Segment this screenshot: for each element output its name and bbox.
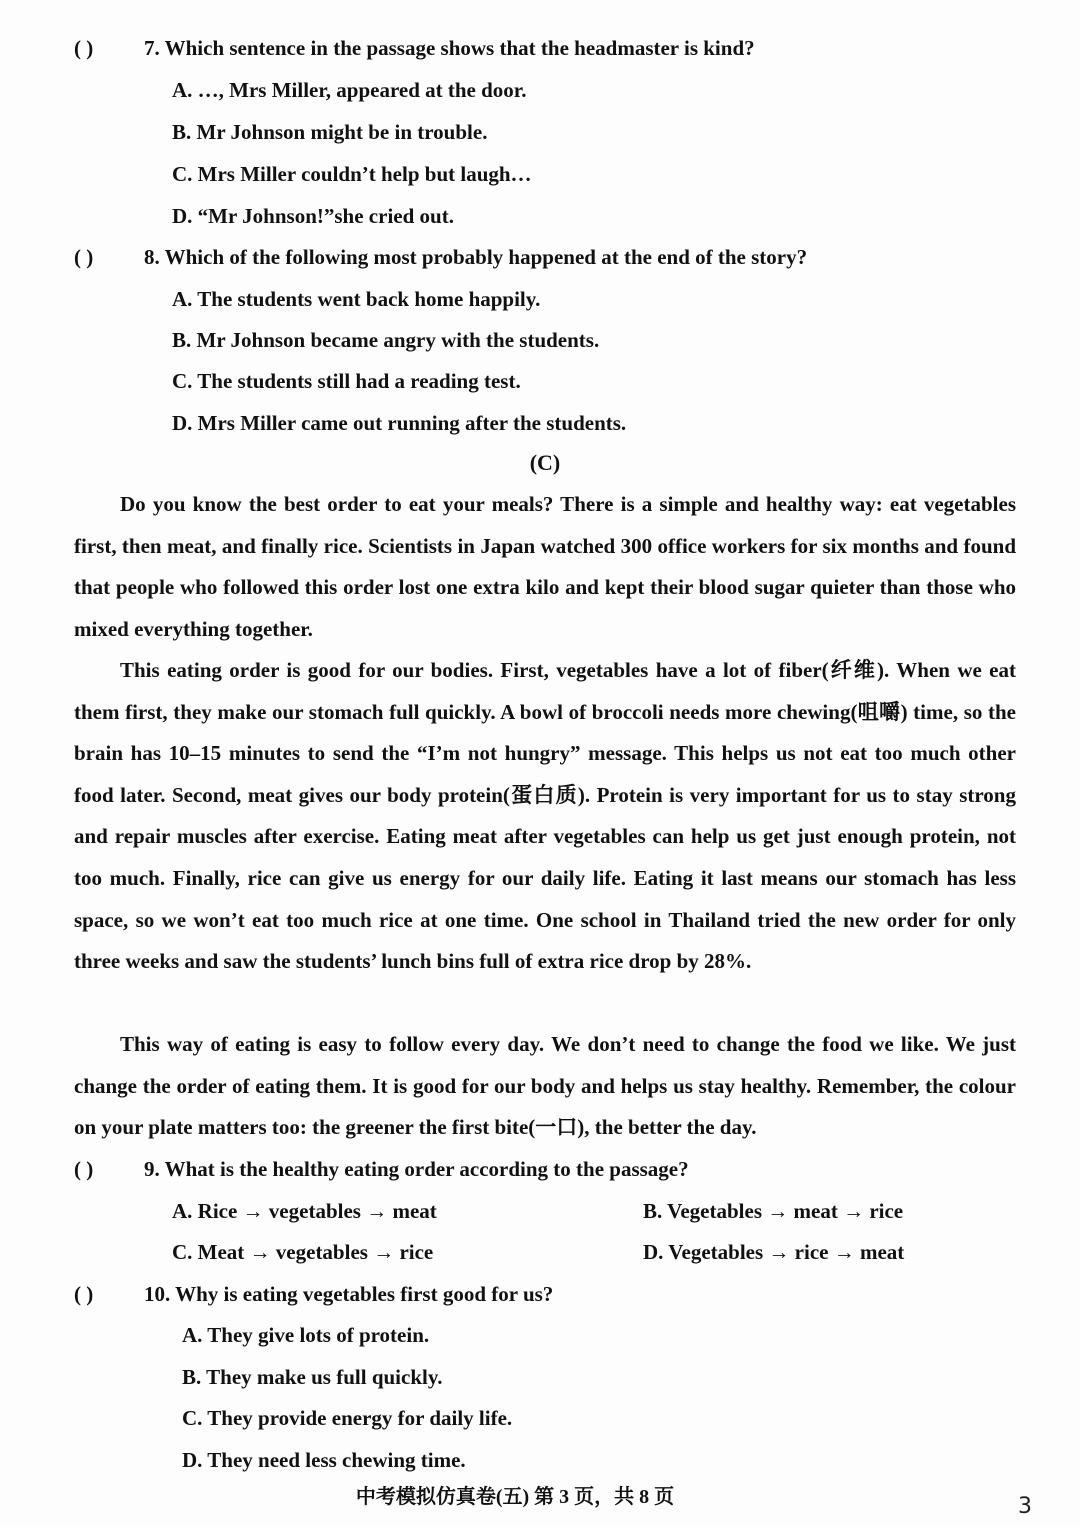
question-9-stem-line [74, 1155, 689, 1183]
question-7-option-a: A. …, Mrs Miller, appeared at the door. [172, 78, 527, 102]
question-7-stem: 7. Which sentence in the passage shows that the headmaster is kind? [144, 36, 755, 60]
question-7-stem-line [74, 34, 755, 62]
answer-blank[interactable]: ( ) [74, 36, 94, 60]
answer-blank[interactable]: ( ) [74, 1157, 94, 1181]
question-10-option-d: D. They need less chewing time. [182, 1448, 466, 1472]
question-10-option-c: C. They provide energy for daily life. [182, 1406, 513, 1430]
section-title: (C) [529, 450, 561, 475]
question-9-option-d: D. Vegetables → rice → meat [643, 1240, 905, 1264]
answer-blank[interactable]: ( ) [74, 1282, 94, 1306]
question-10-option-a: A. They give lots of protein. [182, 1323, 430, 1347]
question-9-option-b: B. Vegetables → meat → rice [643, 1199, 904, 1223]
passage-paragraph-2: This eating order is good for our bodies. First, vegetables have a lot of fiber(纤维). When we eat them first, they make our stomach full quickly. A bowl of broccoli needs more chewing(咀嚼) time, so the brain has 10–15 minutes to send the “I’m not hungry” message. This helps us not eat too much other food later. Second, meat gives our body protein(蛋白质). Protein is very important for us to stay strong and repair muscles after exercise. Eating meat after vegetables can help us get just enough protein, not too much. Finally, rice can give us energy for our daily life. Eating it last means our stomach has less space, so we won’t eat too much rice at one time. One school in Thailand tried the new order for only three weeks and saw the students’ lunch bins full of extra rice drop by 28%. [74, 658, 1016, 974]
question-10-option-b: B. They make us full quickly. [182, 1365, 443, 1389]
passage-paragraph-1: Do you know the best order to eat your meals? There is a simple and healthy way: eat vegetables first, then meat, and finally rice. Scientists in Japan watched 300 office workers for six months and found that people who followed this order lost one extra kilo and kept their blood sugar quieter than those who mixed everything together. [74, 492, 1016, 641]
answer-blank[interactable]: ( ) [74, 245, 94, 269]
question-8-stem: 8. Which of the following most probably happened at the end of the story? [144, 245, 808, 269]
passage-paragraph-3: This way of eating is easy to follow every day. We don’t need to change the food we like. We just change the order of eating them. It is good for our body and helps us stay healthy. Remember, the colour on your plate matters too: the greener the first bite(一口), the better the day. [74, 1032, 1016, 1140]
question-7-option-c: C. Mrs Miller couldn’t help but laugh… [172, 162, 532, 186]
question-9-stem: 9. What is the healthy eating order according to the passage? [144, 1157, 689, 1181]
question-10-stem: 10. Why is eating vegetables first good for us? [144, 1282, 554, 1306]
question-9-option-a: A. Rice → vegetables → meat [172, 1199, 437, 1223]
page-number: 3 [1018, 1494, 1032, 1519]
question-10-stem-line [74, 1280, 553, 1308]
page-footer: 中考模拟仿真卷(五) 第 3 页，共 8 页 [355, 1486, 675, 1508]
question-9-option-c: C. Meat → vegetables → rice [172, 1240, 434, 1264]
question-8-option-a: A. The students went back home happily. [172, 287, 541, 311]
question-8-stem-line [74, 243, 807, 271]
question-7-option-d: D. “Mr Johnson!”she cried out. [172, 204, 454, 228]
question-8-option-d: D. Mrs Miller came out running after the students. [172, 411, 627, 435]
question-8-option-c: C. The students still had a reading test. [172, 369, 521, 393]
question-7-option-b: B. Mr Johnson might be in trouble. [172, 120, 488, 144]
question-8-option-b: B. Mr Johnson became angry with the students. [172, 328, 600, 352]
